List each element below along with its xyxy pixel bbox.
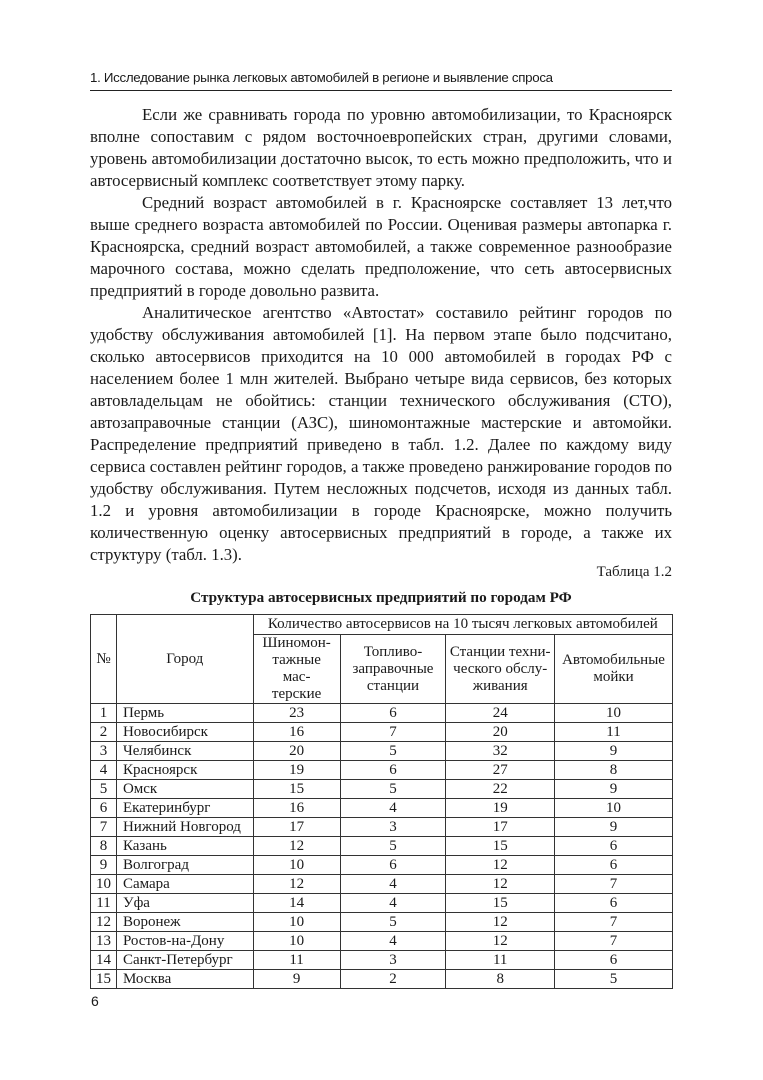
row-wash: 6 [555, 951, 673, 970]
row-num: 1 [91, 704, 117, 723]
row-fuel: 7 [340, 723, 446, 742]
paragraph: Если же сравнивать города по уровню автомобилизации, то Красноярск вполне сопоставим с рядом восточноевропейских стран, другими словами, уровень автомобилизации достаточно высок, то есть можно предположить, что и автосервисный комплекс соответствует этому парку. [90, 105, 672, 190]
row-sto: 15 [446, 894, 555, 913]
row-num: 7 [91, 818, 117, 837]
row-fuel: 5 [340, 742, 446, 761]
row-tire: 9 [253, 970, 340, 989]
row-tire: 14 [253, 894, 340, 913]
row-wash: 9 [555, 742, 673, 761]
table-row [91, 951, 673, 970]
body-text [90, 104, 672, 566]
row-sto: 17 [446, 818, 555, 837]
header-tire: Шиномон- тажные мас- терские [253, 635, 340, 704]
table-title: Структура автосервисных предприятий по городам РФ [190, 589, 572, 606]
row-fuel: 6 [340, 704, 446, 723]
row-sto: 12 [446, 932, 555, 951]
table-row [91, 742, 673, 761]
row-wash: 6 [555, 837, 673, 856]
row-wash: 10 [555, 799, 673, 818]
row-city: Волгоград [116, 856, 253, 875]
row-city: Санкт-Петербург [116, 951, 253, 970]
row-tire: 23 [253, 704, 340, 723]
row-num: 14 [91, 951, 117, 970]
row-sto: 32 [446, 742, 555, 761]
table-label: Таблица 1.2 [596, 564, 672, 580]
row-fuel: 4 [340, 875, 446, 894]
row-fuel: 3 [340, 818, 446, 837]
row-sto: 12 [446, 856, 555, 875]
row-city: Ростов-на-Дону [116, 932, 253, 951]
running-header: 1. Исследование рынка легковых автомобилей в регионе и выявление спроса [90, 70, 672, 91]
row-fuel: 6 [340, 761, 446, 780]
paragraph: Средний возраст автомобилей в г. Красноярске составляет 13 лет,что выше среднего возраста автомобилей по России. Оценивая размеры автопарка г. Красноярска, средний возраст автомобилей, а также современное разнообразие марочного состава, можно сделать предположение, что сеть автосервисных предприятий в городе довольно развита. [90, 193, 672, 300]
row-tire: 20 [253, 742, 340, 761]
row-tire: 12 [253, 875, 340, 894]
table-row [91, 818, 673, 837]
row-wash: 7 [555, 875, 673, 894]
row-num: 12 [91, 913, 117, 932]
row-fuel: 4 [340, 894, 446, 913]
table-row [91, 970, 673, 989]
row-sto: 22 [446, 780, 555, 799]
header-fuel: Топливо- заправочные станции [340, 635, 446, 704]
row-fuel: 4 [340, 799, 446, 818]
header-sto: Станции техни- ческого обслу- живания [446, 635, 555, 704]
row-num: 10 [91, 875, 117, 894]
row-tire: 17 [253, 818, 340, 837]
row-num: 13 [91, 932, 117, 951]
row-city: Красноярск [116, 761, 253, 780]
table-row [91, 723, 673, 742]
table-row [91, 799, 673, 818]
row-num: 2 [91, 723, 117, 742]
row-num: 15 [91, 970, 117, 989]
table-row [91, 761, 673, 780]
table-row [91, 894, 673, 913]
row-sto: 15 [446, 837, 555, 856]
row-tire: 19 [253, 761, 340, 780]
table-row [91, 913, 673, 932]
header-city: Город [116, 615, 253, 704]
row-wash: 11 [555, 723, 673, 742]
row-sto: 12 [446, 913, 555, 932]
row-wash: 5 [555, 970, 673, 989]
row-city: Челябинск [116, 742, 253, 761]
row-sto: 24 [446, 704, 555, 723]
row-fuel: 4 [340, 932, 446, 951]
row-sto: 12 [446, 875, 555, 894]
row-num: 6 [91, 799, 117, 818]
row-wash: 6 [555, 856, 673, 875]
row-num: 11 [91, 894, 117, 913]
table-body [91, 704, 673, 989]
row-tire: 16 [253, 723, 340, 742]
row-num: 5 [91, 780, 117, 799]
row-city: Пермь [116, 704, 253, 723]
services-table [90, 614, 673, 989]
row-wash: 9 [555, 780, 673, 799]
row-sto: 20 [446, 723, 555, 742]
header-wash: Автомобильные мойки [555, 635, 673, 704]
row-tire: 10 [253, 856, 340, 875]
row-city: Самара [116, 875, 253, 894]
table-row [91, 704, 673, 723]
header-group: Количество автосервисов на 10 тысяч легковых автомобилей [253, 615, 672, 635]
row-city: Казань [116, 837, 253, 856]
row-sto: 11 [446, 951, 555, 970]
row-city: Омск [116, 780, 253, 799]
row-sto: 27 [446, 761, 555, 780]
row-city: Воронеж [116, 913, 253, 932]
row-tire: 10 [253, 932, 340, 951]
row-fuel: 5 [340, 913, 446, 932]
row-num: 4 [91, 761, 117, 780]
row-num: 3 [91, 742, 117, 761]
row-fuel: 6 [340, 856, 446, 875]
row-tire: 12 [253, 837, 340, 856]
row-num: 9 [91, 856, 117, 875]
row-tire: 16 [253, 799, 340, 818]
row-wash: 8 [555, 761, 673, 780]
table-row [91, 837, 673, 856]
row-city: Москва [116, 970, 253, 989]
page-number: 6 [91, 993, 99, 1009]
row-city: Уфа [116, 894, 253, 913]
row-fuel: 2 [340, 970, 446, 989]
row-sto: 8 [446, 970, 555, 989]
row-wash: 6 [555, 894, 673, 913]
row-wash: 10 [555, 704, 673, 723]
row-wash: 9 [555, 818, 673, 837]
row-city: Новосибирск [116, 723, 253, 742]
row-fuel: 5 [340, 837, 446, 856]
row-tire: 10 [253, 913, 340, 932]
row-sto: 19 [446, 799, 555, 818]
row-city: Екатеринбург [116, 799, 253, 818]
row-num: 8 [91, 837, 117, 856]
table-row [91, 875, 673, 894]
row-fuel: 5 [340, 780, 446, 799]
table-row [91, 780, 673, 799]
row-tire: 15 [253, 780, 340, 799]
table-row [91, 932, 673, 951]
row-wash: 7 [555, 913, 673, 932]
row-fuel: 3 [340, 951, 446, 970]
header-num: № [91, 615, 117, 704]
table-row [91, 856, 673, 875]
row-wash: 7 [555, 932, 673, 951]
row-city: Нижний Новгород [116, 818, 253, 837]
paragraph: Аналитическое агентство «Автостат» составило рейтинг городов по удобству обслуживания автомобилей [1]. На первом этапе было подсчитано, сколько автосервисов приходится на 10 000 автомобилей в городах РФ с населением более 1 млн жителей. Выбрано четыре вида сервисов, без которых автовладельцам не обойтись: станции технического обслуживания (СТО), автозаправочные станции (АЗС), шиномонтажные мастерские и автомойки. Распределение предприятий приведено в табл. 1.2. Далее по каждому виду сервиса составлен рейтинг городов, а также проведено ранжирование городов по удобству обслуживания. Путем несложных подсчетов, исходя из данных табл. 1.2 и уровня автомобилизации в городе Красноярске, можно получить количественную оценку автосервисных предприятий в городе, а также их структуру (табл. 1.3). [90, 303, 672, 564]
row-tire: 11 [253, 951, 340, 970]
